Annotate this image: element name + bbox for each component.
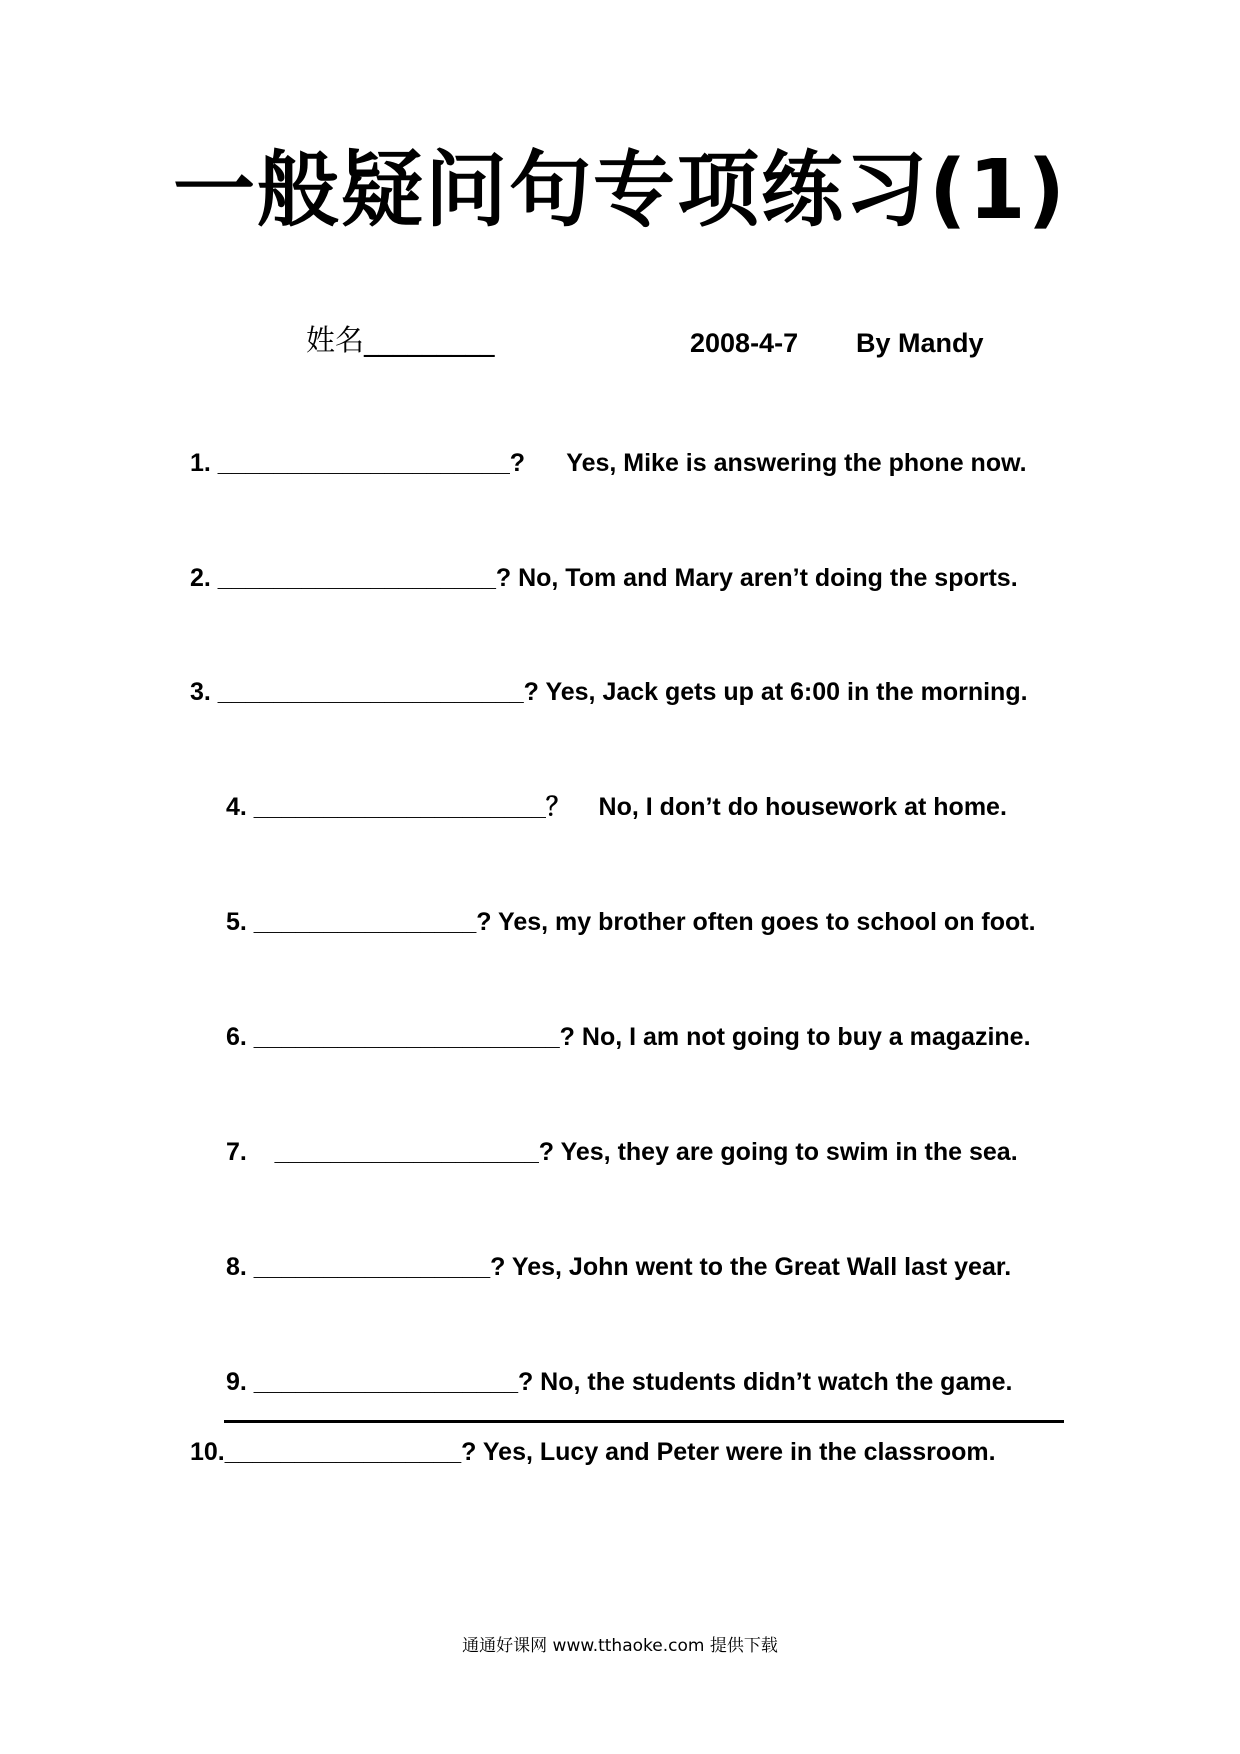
question-7: 7. ___________________? Yes, they are going to swim in the sea. bbox=[226, 1138, 1018, 1166]
student-name-field: 姓名_________ bbox=[306, 323, 495, 357]
question-3: 3. ______________________? Yes, Jack gets up at 6:00 in the morning. bbox=[190, 678, 1028, 706]
question-4: 4. _____________________？ No, I don’t do housework at home. bbox=[226, 793, 1007, 821]
question-1: 1. _____________________? Yes, Mike is answering the phone now. bbox=[190, 449, 1027, 477]
worksheet-author: By Mandy bbox=[856, 328, 984, 358]
question-8: 8. _________________? Yes, John went to the Great Wall last year. bbox=[226, 1253, 1012, 1281]
question-9: 9. ___________________? No, the students didn’t watch the game. bbox=[226, 1368, 1013, 1396]
question-2: 2. ____________________? No, Tom and Mary aren’t doing the sports. bbox=[190, 564, 1018, 592]
page-title: 一般疑问句专项练习(1) bbox=[172, 143, 1067, 238]
divider-line bbox=[224, 1420, 1064, 1423]
question-5: 5. ________________? Yes, my brother often goes to school on foot. bbox=[226, 908, 1036, 936]
footer-credit: 通通好课网 www.tthaoke.com 提供下载 bbox=[462, 1636, 778, 1656]
question-10: 10._________________? Yes, Lucy and Peter were in the classroom. bbox=[190, 1438, 996, 1466]
question-6: 6. ______________________? No, I am not going to buy a magazine. bbox=[226, 1023, 1031, 1051]
worksheet-date: 2008-4-7 bbox=[690, 328, 799, 358]
